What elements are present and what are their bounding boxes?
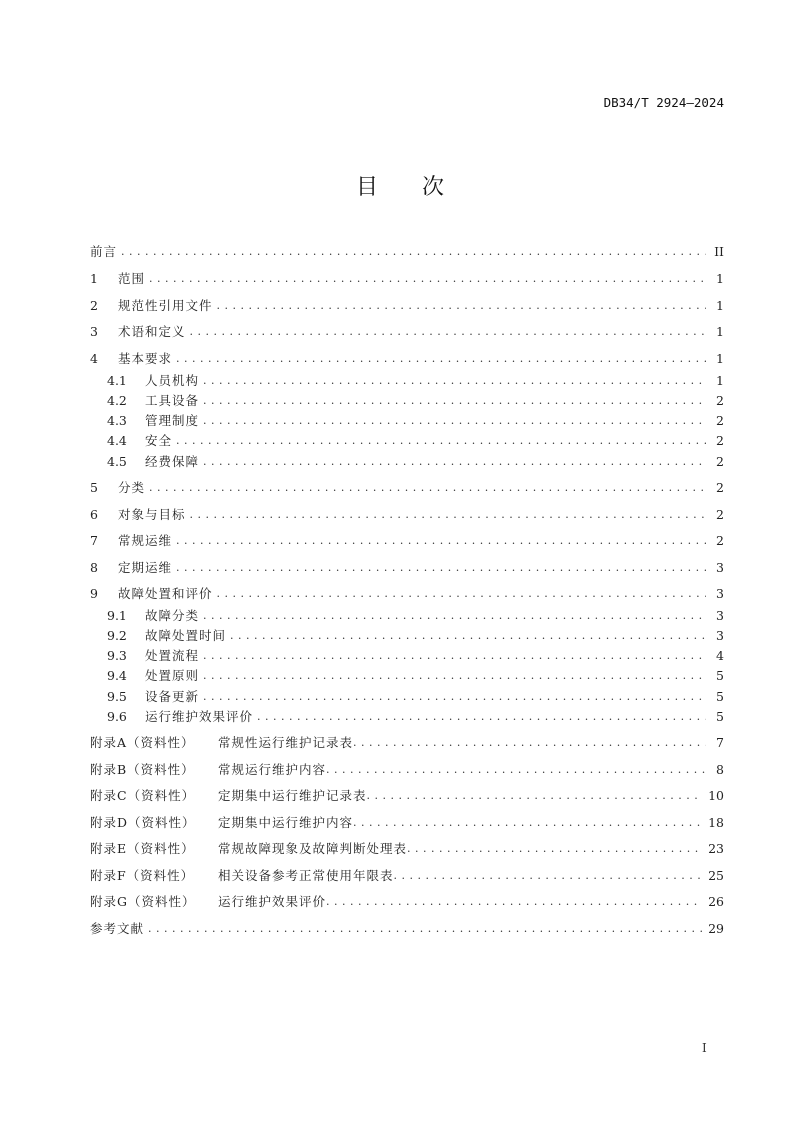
toc-entry[interactable] — [107, 647, 724, 665]
toc-entry[interactable] — [107, 688, 724, 706]
dot-leader — [203, 688, 706, 706]
appendix-prefix: 附录C（资料性） — [90, 788, 196, 803]
toc-entry-page: 1 — [716, 351, 724, 366]
dot-leader — [149, 270, 706, 288]
toc-entry-page: 23 — [708, 841, 724, 856]
toc-entry[interactable] — [90, 814, 724, 832]
toc-entry-label: 故障处置和评价 — [118, 586, 213, 601]
toc-entry-page: 26 — [708, 894, 724, 909]
toc-entry[interactable] — [107, 372, 724, 390]
toc-entry[interactable] — [90, 243, 724, 261]
toc-entry-label: 运行维护效果评价 — [145, 709, 254, 724]
toc-entry-page: 7 — [716, 735, 724, 750]
toc-entry-page: 2 — [716, 433, 724, 448]
toc-entry-label: 规范性引用文件 — [118, 298, 213, 313]
dot-leader — [149, 479, 706, 497]
dot-leader — [203, 412, 706, 430]
toc-entry-page: 1 — [716, 373, 724, 388]
dot-leader — [176, 432, 706, 450]
dot-leader — [257, 708, 706, 726]
toc-entry-number: 9 — [90, 586, 98, 601]
toc-entry-label: 常规运维 — [118, 533, 173, 548]
toc-entry-number: 9.5 — [107, 689, 127, 704]
toc-entry-page: 25 — [708, 868, 724, 883]
toc-entry-page: 29 — [708, 921, 724, 936]
toc-entry[interactable] — [90, 559, 724, 577]
toc-entry-label: 基本要求 — [118, 351, 173, 366]
toc-entry[interactable] — [90, 532, 724, 550]
footer-page-number: I — [702, 1041, 707, 1055]
toc-entry-page: 8 — [716, 762, 724, 777]
toc-entry[interactable] — [90, 270, 724, 288]
toc-entry-page: 1 — [716, 324, 724, 339]
toc-entry-label: 设备更新 — [145, 689, 200, 704]
dot-leader — [203, 667, 706, 685]
toc-entry-page: II — [714, 244, 724, 259]
dot-leader — [407, 840, 702, 858]
toc-entry-label: 常规故障现象及故障判断处理表 — [218, 841, 408, 856]
appendix-prefix: 附录D（资料性） — [90, 815, 196, 830]
toc-entry-number: 9.2 — [107, 628, 127, 643]
toc-entry[interactable] — [107, 412, 724, 430]
toc-entry-label: 经费保障 — [145, 454, 200, 469]
toc-entry-number: 4.5 — [107, 454, 127, 469]
appendix-prefix: 附录F（资料性） — [90, 868, 195, 883]
toc-entry-number: 5 — [90, 480, 98, 495]
toc-entry-page: 3 — [716, 560, 724, 575]
toc-entry[interactable] — [90, 323, 724, 341]
dot-leader — [203, 372, 706, 390]
dot-leader — [148, 920, 702, 938]
toc-entry-number: 4.3 — [107, 413, 127, 428]
toc-entry[interactable] — [90, 506, 724, 524]
dot-leader — [326, 893, 702, 911]
appendix-prefix: 附录E（资料性） — [90, 841, 195, 856]
toc-entry[interactable] — [107, 667, 724, 685]
dot-leader — [176, 350, 706, 368]
toc-entry-label: 定期集中运行维护记录表 — [218, 788, 367, 803]
dot-leader — [217, 297, 706, 315]
dot-leader — [190, 323, 706, 341]
dot-leader — [176, 559, 706, 577]
toc-entry[interactable] — [107, 708, 724, 726]
toc-entry-number: 3 — [90, 324, 98, 339]
page-title-char-1: 目 — [355, 175, 378, 200]
dot-leader — [121, 243, 706, 261]
toc-entry[interactable] — [90, 893, 724, 911]
toc-entry[interactable] — [107, 453, 724, 471]
toc-entry-label: 处置原则 — [145, 668, 200, 683]
toc-entry-label: 常规性运行维护记录表 — [218, 735, 354, 750]
toc-entry[interactable] — [107, 627, 724, 645]
toc-entry[interactable] — [90, 350, 724, 368]
toc-entry-page: 3 — [716, 628, 724, 643]
toc-entry-label: 参考文献 — [90, 921, 145, 936]
toc-entry-page: 18 — [708, 815, 724, 830]
toc-entry-page: 2 — [716, 413, 724, 428]
toc-entry-label: 分类 — [118, 480, 146, 495]
dot-leader — [203, 647, 706, 665]
page-title — [0, 170, 800, 201]
toc-entry[interactable] — [90, 787, 724, 805]
toc-entry[interactable] — [90, 479, 724, 497]
toc-entry-number: 8 — [90, 560, 98, 575]
toc-entry-label: 常规运行维护内容 — [218, 762, 327, 777]
toc-entry[interactable] — [107, 392, 724, 410]
toc-entry-number: 4 — [90, 351, 98, 366]
toc-entry-label: 故障处置时间 — [145, 628, 227, 643]
toc-entry-number: 4.1 — [107, 373, 127, 388]
toc-entry-number: 4.4 — [107, 433, 127, 448]
toc-entry[interactable] — [107, 432, 724, 450]
toc-entry-page: 2 — [716, 507, 724, 522]
toc-entry[interactable] — [90, 920, 724, 938]
toc-entry[interactable] — [107, 607, 724, 625]
dot-leader — [353, 814, 702, 832]
toc-entry-page: 2 — [716, 454, 724, 469]
toc-entry-label: 工具设备 — [145, 393, 200, 408]
toc-entry-label: 人员机构 — [145, 373, 200, 388]
toc-entry-page: 1 — [716, 271, 724, 286]
appendix-prefix: 附录B（资料性） — [90, 762, 195, 777]
toc-entry-number: 9.3 — [107, 648, 127, 663]
toc-entry-label: 定期集中运行维护内容 — [218, 815, 354, 830]
dot-leader — [367, 787, 703, 805]
toc-entry-label: 范围 — [118, 271, 146, 286]
toc-entry[interactable] — [90, 840, 724, 858]
appendix-prefix: 附录G（资料性） — [90, 894, 196, 909]
toc-entry-label: 前言 — [90, 244, 118, 259]
toc-entry-number: 7 — [90, 533, 98, 548]
toc-entry-page: 3 — [716, 608, 724, 623]
toc-entry-page: 3 — [716, 586, 724, 601]
dot-leader — [203, 453, 706, 471]
toc-entry-label: 对象与目标 — [118, 507, 186, 522]
toc-entry-number: 9.1 — [107, 608, 127, 623]
dot-leader — [230, 627, 706, 645]
toc-entry-label: 相关设备参考正常使用年限表 — [218, 868, 394, 883]
toc-entry-label: 管理制度 — [145, 413, 200, 428]
dot-leader — [190, 506, 706, 524]
toc-entry-number: 6 — [90, 507, 98, 522]
toc-entry-label: 术语和定义 — [118, 324, 186, 339]
toc-entry[interactable] — [90, 867, 724, 885]
dot-leader — [176, 532, 706, 550]
toc-entry-number: 4.2 — [107, 393, 127, 408]
toc-entry-label: 安全 — [145, 433, 173, 448]
toc-entry[interactable] — [90, 761, 724, 779]
toc-entry-page: 2 — [716, 393, 724, 408]
dot-leader — [203, 607, 706, 625]
toc-entry-page: 5 — [716, 689, 724, 704]
dot-leader — [217, 585, 706, 603]
toc-entry[interactable] — [90, 585, 724, 603]
dot-leader — [394, 867, 703, 885]
toc-entry-label: 运行维护效果评价 — [218, 894, 327, 909]
toc-entry-page: 1 — [716, 298, 724, 313]
toc-entry-number: 2 — [90, 298, 98, 313]
toc-entry[interactable] — [90, 734, 724, 752]
toc-entry-page: 5 — [716, 709, 724, 724]
toc-entry-number: 9.4 — [107, 668, 127, 683]
doc-code: DB34/T 2924—2024 — [603, 95, 724, 110]
toc-entry-number: 1 — [90, 271, 98, 286]
toc-entry-page: 2 — [716, 533, 724, 548]
toc-entry-page: 5 — [716, 668, 724, 683]
dot-leader — [326, 761, 706, 779]
toc-entry-page: 10 — [708, 788, 724, 803]
toc-entry[interactable] — [90, 297, 724, 315]
dot-leader — [353, 734, 706, 752]
page-title-char-2: 次 — [422, 175, 445, 200]
toc-entry-number: 9.6 — [107, 709, 127, 724]
toc-entry-page: 4 — [716, 648, 724, 663]
toc-entry-label: 处置流程 — [145, 648, 200, 663]
toc-entry-label: 故障分类 — [145, 608, 200, 623]
dot-leader — [203, 392, 706, 410]
toc-entry-label: 定期运维 — [118, 560, 173, 575]
toc-entry-page: 2 — [716, 480, 724, 495]
appendix-prefix: 附录A（资料性） — [90, 735, 195, 750]
